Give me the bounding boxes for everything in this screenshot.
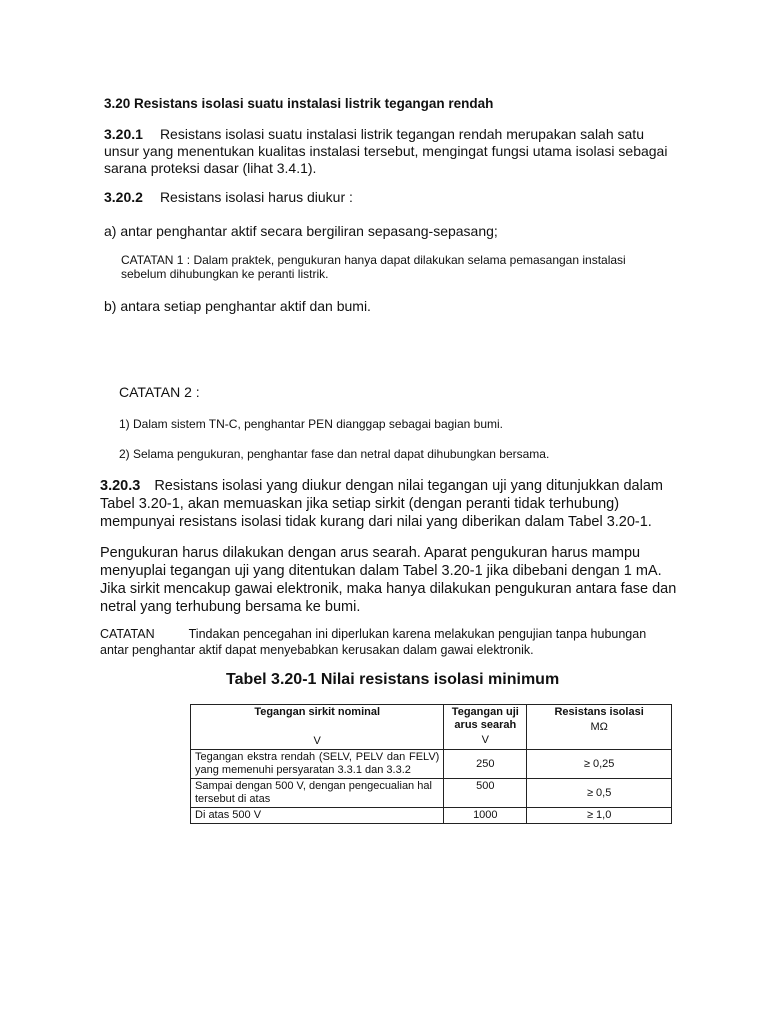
- clause-number: 3.20.1: [104, 126, 143, 142]
- table-cell-test-voltage: 250: [444, 750, 527, 779]
- insulation-resistance-table: [190, 704, 672, 824]
- table-cell-circuit: Sampai dengan 500 V, dengan pengecualian hal tersebut di atas: [191, 779, 444, 808]
- paragraph-line: mempunyai resistans isolasi tidak kurang dari nilai yang diberikan dalam Tabel 3.20-1.: [100, 514, 652, 530]
- clause-number: 3.20.3: [100, 478, 141, 494]
- note-1-line: CATATAN 1 : Dalam praktek, pengukuran hanya dapat dilakukan selama pemasangan instalasi: [121, 253, 626, 267]
- paragraph-text: Resistans isolasi harus diukur :: [159, 189, 353, 205]
- paragraph-3-20-1: [104, 126, 668, 177]
- table-row: [191, 750, 672, 779]
- table-cell-test-voltage: 500: [444, 779, 527, 808]
- header-unit: V: [313, 735, 321, 747]
- table-row: [191, 779, 672, 808]
- table-title: Tabel 3.20-1 Nilai resistans isolasi minimum: [226, 671, 560, 688]
- header-label: Tegangan sirkit nominal: [254, 706, 381, 718]
- table-header-row: [191, 705, 672, 750]
- note-2-item: 1) Dalam sistem TN-C, penghantar PEN dianggap sebagai bagian bumi.: [119, 417, 503, 431]
- paragraph-line: Resistans isolasi suatu instalasi listrik tegangan rendah merupakan salah satu: [159, 126, 644, 142]
- note-2-item: 2) Selama pengukuran, penghantar fase dan netral dapat dihubungkan bersama.: [119, 447, 550, 461]
- table-cell-circuit: Di atas 500 V: [191, 808, 444, 824]
- paragraph-line: Jika sirkit mencakup gawai elektronik, maka hanya dilakukan pengukuran antara fase dan: [100, 581, 677, 597]
- header-unit: MΩ: [590, 721, 608, 733]
- table-header-cell: [444, 705, 527, 750]
- note-1-line: sebelum dihubungkan ke peranti listrik.: [121, 267, 329, 281]
- table-cell-test-voltage: 1000: [444, 808, 527, 824]
- table-cell-circuit: Tegangan ekstra rendah (SELV, PELV dan FELV) yang memenuhi persyaratan 3.3.1 dan 3.3.2: [191, 750, 444, 779]
- paragraph-3-20-2: [104, 189, 353, 206]
- header-label: Tegangan uji arus searah: [451, 706, 519, 731]
- note-3-line: Tindakan pencegahan ini diperlukan karena melakukan pengujian tanpa hubungan: [188, 627, 647, 641]
- note-3-line: antar penghantar aktif dapat menyebabkan kerusakan dalam gawai elektronik.: [100, 643, 534, 657]
- paragraph-pengukuran: [100, 544, 678, 616]
- table-cell-resistance: ≥ 0,5: [527, 779, 672, 808]
- paragraph-line: sarana proteksi dasar (lihat 3.4.1).: [104, 160, 317, 176]
- table-row: [191, 808, 672, 824]
- section-title: 3.20 Resistans isolasi suatu instalasi listrik tegangan rendah: [104, 96, 494, 111]
- header-label: Resistans isolasi: [554, 706, 644, 718]
- table-header-cell: [527, 705, 672, 750]
- paragraph-3-20-3: [100, 477, 678, 531]
- paragraph-line: Tabel 3.20-1, akan memuaskan jika setiap sirkit (dengan peranti tidak terhubung): [100, 496, 620, 512]
- table-cell-resistance: ≥ 0,25: [527, 750, 672, 779]
- paragraph-line: unsur yang menentukan kualitas instalasi tersebut, mengingat fungsi utama isolasi sebagai: [104, 143, 668, 159]
- paragraph-line: netral yang terhubung bersama ke bumi.: [100, 599, 361, 615]
- note-2-title: CATATAN 2 :: [119, 384, 200, 400]
- list-item-a: a) antar penghantar aktif secara bergiliran sepasang-sepasang;: [104, 223, 498, 239]
- paragraph-line: Pengukuran harus dilakukan dengan arus searah. Aparat pengukuran harus mampu: [100, 545, 641, 561]
- paragraph-line: menyuplai tegangan uji yang ditentukan dalam Tabel 3.20-1 jika dibebani dengan 1 mA.: [100, 563, 662, 579]
- paragraph-line: Resistans isolasi yang diukur dengan nilai tegangan uji yang ditunjukkan dalam: [154, 478, 663, 494]
- clause-number: 3.20.2: [104, 189, 143, 205]
- list-item-b: b) antara setiap penghantar aktif dan bumi.: [104, 298, 371, 314]
- header-unit: V: [481, 734, 489, 746]
- note-3-label: CATATAN: [100, 627, 155, 641]
- table-cell-resistance: ≥ 1,0: [527, 808, 672, 824]
- note-3: [100, 626, 678, 658]
- table-header-cell: [191, 705, 444, 750]
